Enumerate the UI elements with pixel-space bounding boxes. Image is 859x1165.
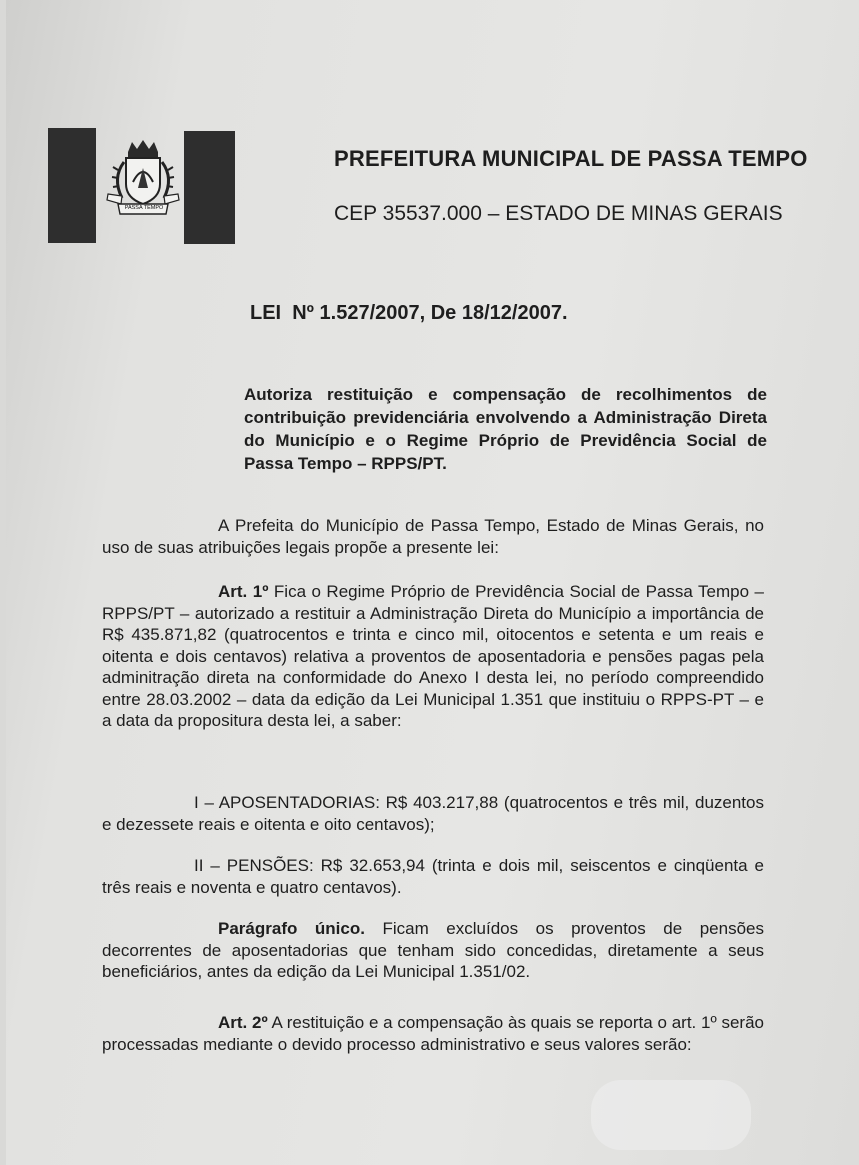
law-title: LEI Nº 1.527/2007, De 18/12/2007. [250,302,568,324]
sole-paragraph-text: Ficam excluídos os proventos de pensões decorrentes de aposentadorias que tenham sido concedidas, diretamente a seus beneficiários, antes da edição da Lei Municipal 1.351/02. [102,919,764,981]
document-page [6,0,859,1165]
article-1 [102,581,764,732]
sole-paragraph-label: Parágrafo único. [218,919,365,938]
article-2-text: A restituição e a compensação às quais se reporta o art. 1º serão processadas mediante o devido processo administrativo e seus valores serão: [102,1013,764,1054]
crest-ribbon-label: PASSA TEMPO [124,205,164,211]
article-1-label: Art. 1º [218,582,269,601]
flag-left-bar [48,128,96,243]
article-2 [102,1012,764,1055]
sole-paragraph [102,918,764,983]
item-pensoes: II – PENSÕES: R$ 32.653,94 (trinta e dois mil, seiscentos e cinqüenta e três reais e noventa e quatro centavos). [102,856,764,897]
municipality-heading: PREFEITURA MUNICIPAL DE PASSA TEMPO [334,146,808,171]
address-line: CEP 35537.000 – ESTADO DE MINAS GERAIS [334,202,783,225]
article-1-text: Fica o Regime Próprio de Previdência Social de Passa Tempo – RPPS/PT – autorizado a restituir a Administração Direta do Município a importância de R$ 435.871,82 (quatrocentos e trinta e cinco mil, oitocentos e setenta e um reais e oitenta e dois centavos) relativa a proventos de aposentadoria e pensões pagas pela adminitração direta na conformidade do Anexo I desta lei, no período compreendido entre 28.03.2002 – data da edição da Lei Municipal 1.351 que instituiu o RPPS-PT – e a data da propositura desta lei, a saber: [102,582,764,730]
intro-paragraph: A Prefeita do Município de Passa Tempo, Estado de Minas Gerais, no uso de suas atribuições legais propõe a presente lei: [102,516,764,557]
item-aposentadorias: I – APOSENTADORIAS: R$ 403.217,88 (quatrocentos e três mil, duzentos e dezessete reais e oitenta e oito centavos); [102,793,764,834]
article-2-label: Art. 2º [218,1013,268,1032]
flag-right-bar [184,131,235,244]
law-summary: Autoriza restituição e compensação de recolhimentos de contribuição previdenciária envolvendo a Administração Direta do Município e o Regime Próprio de Previdência Social de Passa Tempo – RPPS/PT. [244,385,767,473]
bleed-through-text [306,112,312,138]
faded-stamp [591,1080,751,1150]
